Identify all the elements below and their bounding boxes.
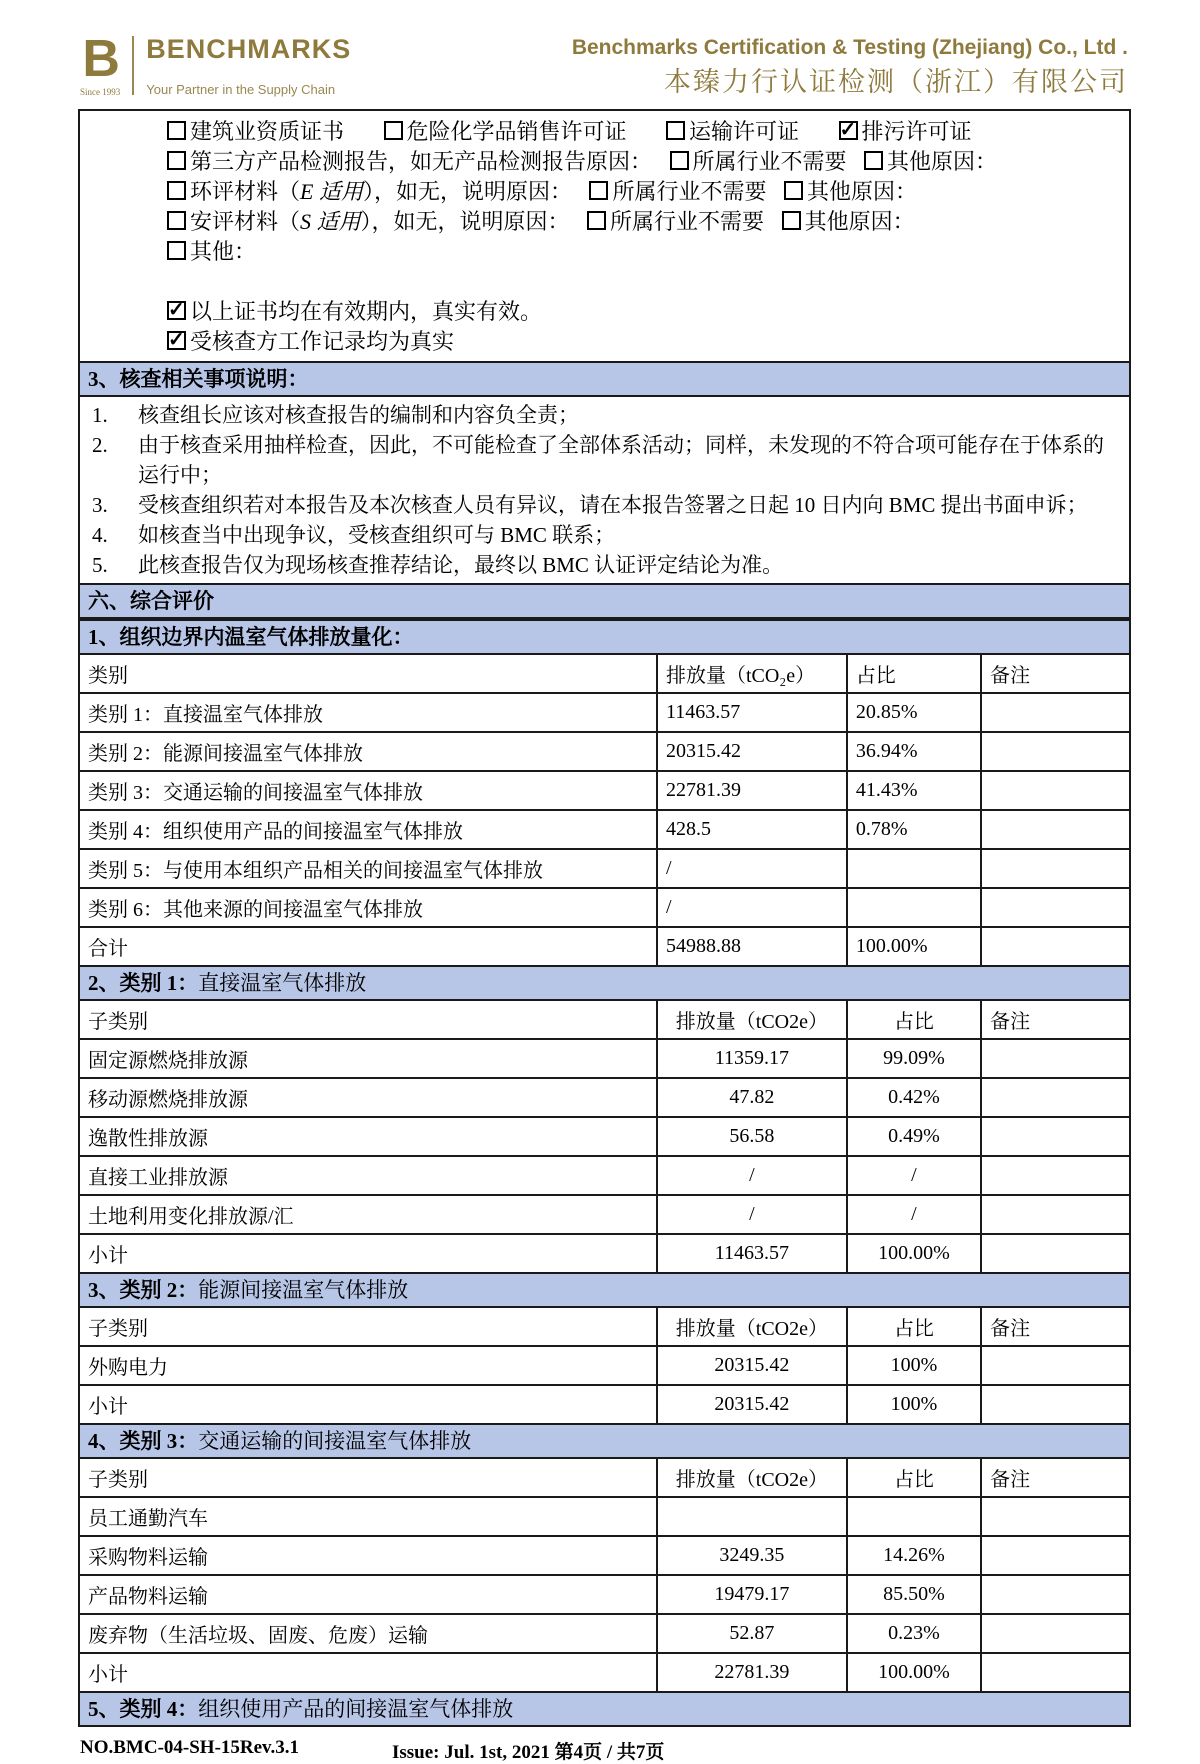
page-header [0,0,1200,101]
list-item: 5. 此核查报告仅为现场核查推荐结论，最终以 BMC 认证评定结论为准。 [92,552,784,577]
cert-row-2 [167,147,1119,177]
table-header-row [80,655,1129,693]
ghg-summary-table [80,655,1129,965]
column-header: 占比 [847,1459,981,1497]
brand-name: BENCHMARKS [146,34,352,64]
table-header-row [80,1308,1129,1346]
column-header: 类别 [80,655,657,693]
table-row: 产品物料运输 19479.17 85.50% [80,1575,1129,1614]
section-header-category4: 5、类别 4：组织使用产品的间接温室气体排放 [80,1691,1129,1725]
logo-since-text: Since 1993 [80,87,121,97]
logo-monogram-icon: B [82,30,118,88]
category3-table [80,1459,1129,1691]
verification-notes-list [80,397,1129,583]
checkbox-item: 运输许可证 [666,119,799,144]
checkbox-item: 其他原因： [864,149,997,174]
checkbox-item: 建筑业资质证书 [167,119,344,144]
table-row: 直接工业排放源 / / [80,1156,1129,1195]
checkbox[interactable] [589,181,608,200]
table-header-row [80,1459,1129,1497]
table-row: 员工通勤汽车 [80,1497,1129,1536]
checkbox[interactable] [384,121,403,140]
checkbox-item: 所属行业不需要 [587,209,764,234]
column-header: 占比 [847,1001,981,1039]
checkbox-item: 其他： [167,239,256,264]
checkbox-item: 其他原因： [782,209,915,234]
table-row: 固定源燃烧排放源 11359.17 99.09% [80,1039,1129,1078]
column-header: 排放量（tCO2e） [657,1459,847,1497]
table-row: 类别 3：交通运输的间接温室气体排放 22781.39 41.43% [80,771,1129,810]
table-row: 采购物料运输 3249.35 14.26% [80,1536,1129,1575]
table-row: 类别 1：直接温室气体排放 11463.57 20.85% [80,693,1129,732]
issue-and-page-info: Issue: Jul. 1st, 2021 第4页 / 共7页 [392,1741,665,1763]
table-total-row: 小计 22781.39 100.00% [80,1653,1129,1691]
report-body [78,109,1131,1727]
checkbox[interactable] [670,151,689,170]
company-name-cn: 本臻力行认证检测（浙江）有限公司 [664,67,1128,98]
table-header-row [80,1001,1129,1039]
table-row: 外购电力 20315.42 100% [80,1346,1129,1385]
table-total-row: 小计 11463.57 100.00% [80,1234,1129,1272]
checkbox[interactable] [784,181,803,200]
certificates-section [80,111,1129,361]
table-row: 类别 6：其他来源的间接温室气体排放 / [80,888,1129,927]
checkbox[interactable] [666,121,685,140]
brand-tagline: Your Partner in the Supply Chain [146,82,336,97]
list-item: 1. 核查组长应该对核查报告的编制和内容负全责； [92,402,579,427]
company-names [572,34,1128,101]
checkbox-item: 危险化学品销售许可证 [384,119,627,144]
checkbox[interactable] [864,151,883,170]
checkbox[interactable] [167,151,186,170]
checkbox[interactable] [167,301,186,320]
column-header: 备注 [981,1308,1129,1346]
column-header: 占比 [847,1308,981,1346]
cert-row-5 [167,237,1119,267]
cert-row-4 [167,207,1119,237]
checkbox-item: 第三方产品检测报告，如无产品检测报告原因： [167,149,652,174]
column-header: 排放量（tCO2e） [657,1308,847,1346]
checkbox-item: 环评材料（E 适用），如无，说明原因： [167,179,572,204]
checkbox-item: ✓以上证书均在有效期内，真实有效。 [167,299,542,324]
table-total-row: 小计 20315.42 100% [80,1385,1129,1423]
cert-row-7 [167,327,1119,357]
checkbox[interactable] [167,181,186,200]
logo-monogram-block [80,30,132,97]
section-header-verification-notes: 3、核查相关事项说明： [80,361,1129,397]
checkbox-item: ✓ 排污许可证 [839,119,972,144]
table-row: 类别 2：能源间接温室气体排放 20315.42 36.94% [80,732,1129,771]
checkbox-item: 其他原因： [784,179,917,204]
list-item: 4. 如核查当中出现争议，受核查组织可与 BMC 联系； [92,522,616,547]
list-item: 2. 由于核查采用抽样检查，因此，不可能检查了全部体系活动；同样，未发现的不符合项可能存在于体系的运行中； [92,432,1104,487]
column-header: 备注 [981,655,1129,693]
column-header: 排放量（tCO₂e） [657,655,847,693]
checkbox[interactable] [839,121,858,140]
benchmarks-logo [80,30,352,97]
section-header-category2: 3、类别 2：能源间接温室气体排放 [80,1272,1129,1308]
category2-table [80,1308,1129,1423]
checkbox[interactable] [167,211,186,230]
column-header: 备注 [981,1459,1129,1497]
checkbox-item: 所属行业不需要 [589,179,766,204]
table-row: 土地利用变化排放源/汇 / / [80,1195,1129,1234]
column-header: 子类别 [80,1459,657,1497]
document-number: NO.BMC-04-SH-15Rev.3.1 [80,1736,300,1758]
section-header-overall-evaluation: 六、综合评价 [80,583,1129,619]
section-header-category3: 4、类别 3：交通运输的间接温室气体排放 [80,1423,1129,1459]
checkbox[interactable] [167,241,186,260]
category1-table [80,1001,1129,1272]
checkbox-item: 所属行业不需要 [670,149,847,174]
checkbox-item: ✓受核查方工作记录均为真实 [167,329,454,354]
column-header: 排放量（tCO2e） [657,1001,847,1039]
cert-row-1 [167,117,1119,147]
column-header: 备注 [981,1001,1129,1039]
company-name-en: Benchmarks Certification & Testing (Zhejiang) Co., Ltd . [571,36,1128,59]
section-header-category1: 2、类别 1：直接温室气体排放 [80,965,1129,1001]
checkbox[interactable] [167,331,186,350]
table-row: 移动源燃烧排放源 47.82 0.42% [80,1078,1129,1117]
checkbox[interactable] [587,211,606,230]
cert-row-6 [167,297,1119,327]
table-row: 逸散性排放源 56.58 0.49% [80,1117,1129,1156]
table-total-row: 合计 54988.88 100.00% [80,927,1129,965]
logo-text-block [134,34,351,97]
column-header: 子类别 [80,1001,657,1039]
table-row: 类别 4：组织使用产品的间接温室气体排放 428.5 0.78% [80,810,1129,849]
list-item: 3. 受核查组织若对本报告及本次核查人员有异议，请在本报告签署之日起 10 日内向 BMC 提出书面申诉； [92,492,1088,517]
column-header: 占比 [847,655,981,693]
checkbox[interactable] [167,121,186,140]
spacer [167,267,1119,297]
table-row: 类别 5：与使用本组织产品相关的间接温室气体排放 / [80,849,1129,888]
checkbox[interactable] [782,211,801,230]
column-header: 子类别 [80,1308,657,1346]
section-header-ghg-quantification: 1、组织边界内温室气体排放量化： [80,619,1129,655]
table-row: 废弃物（生活垃圾、固废、危废）运输 52.87 0.23% [80,1614,1129,1653]
page-footer [80,1737,1200,1764]
checkbox-item: 安评材料（S 适用），如无，说明原因： [167,209,570,234]
cert-row-3 [167,177,1119,207]
